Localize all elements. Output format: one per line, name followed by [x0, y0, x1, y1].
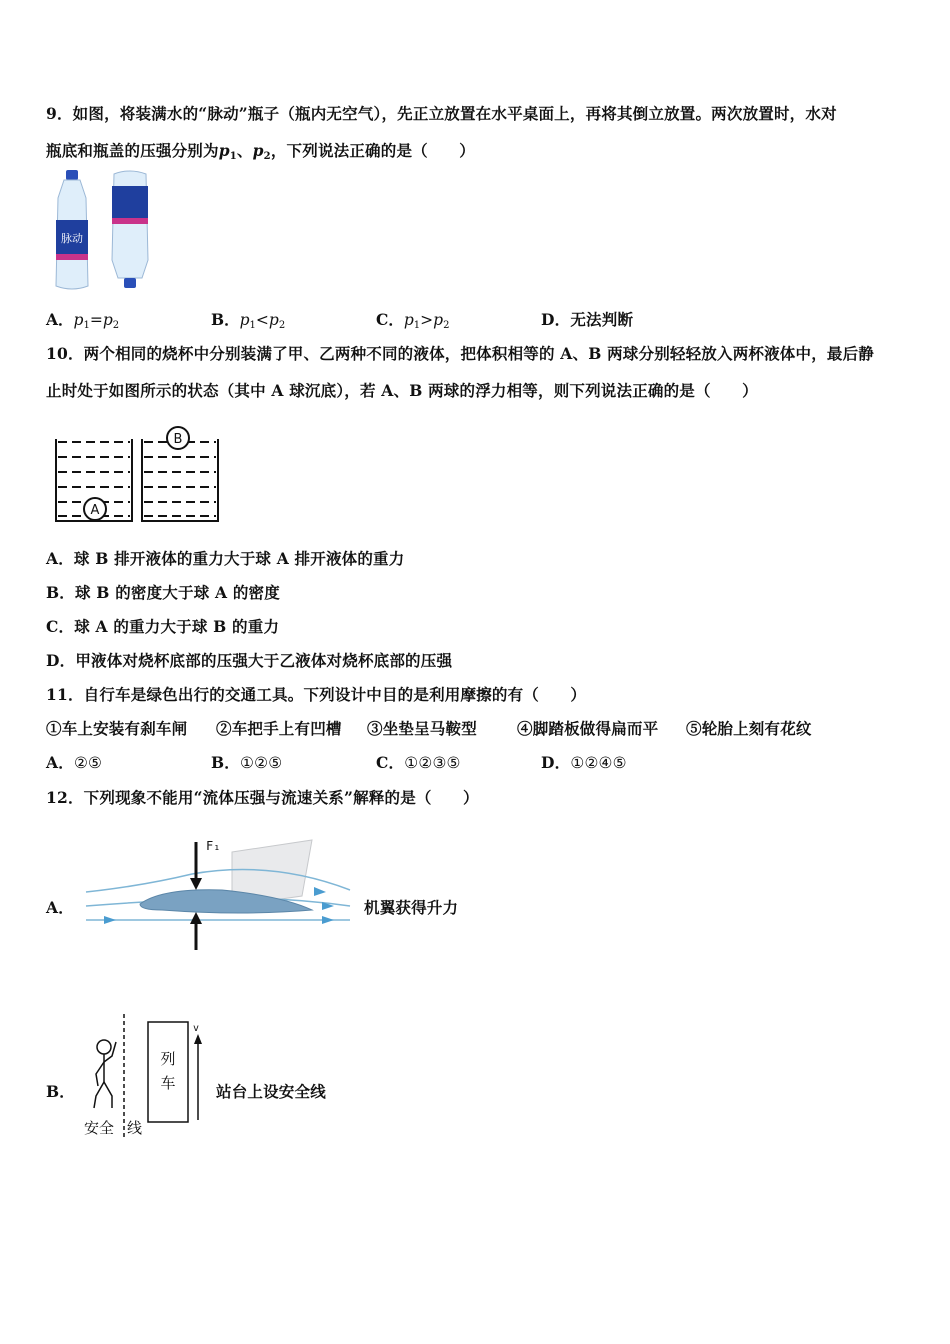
platform-figure — [80, 1012, 210, 1142]
q10-stem-line1: 10．两个相同的烧杯中分别装满了甲、乙两种不同的液体，把体积相等的 A、B 两球分别轻轻放入两杯液体中，最后静 — [46, 344, 874, 363]
ball-b — [167, 427, 189, 449]
q10-stem-line2: 止时处于如图所示的状态（其中 A 球沉底），若 A、B 两球的浮力相等，则下列说法正确的是（ ） — [46, 381, 758, 400]
bottle-upright — [56, 170, 88, 289]
q11-option-c: C．①②③⑤ — [376, 753, 461, 772]
wing-figure — [82, 834, 354, 954]
q9-stem-line2: 瓶底和瓶盖的压强分别为$p_1$、$p_2$，下列说法正确的是（ ） — [46, 141, 475, 162]
q11-item-4: ④脚踏板做得扁而平 — [517, 719, 659, 738]
train-box — [148, 1022, 188, 1122]
q9-stem-line2-text: 瓶底和瓶盖的压强分别为 — [46, 141, 219, 160]
q9-option-b: B．$p_1<p_2$ — [211, 310, 286, 331]
force-f1-label: F₁ — [206, 839, 221, 853]
q10-option-b: B．球 B 的密度大于球 A 的密度 — [46, 583, 280, 602]
q11-item-2: ②车把手上有凹槽 — [216, 719, 342, 738]
q10-option-c: C．球 A 的重力大于球 B 的重力 — [46, 617, 280, 636]
velocity-label: v — [193, 1023, 200, 1034]
safety-line-label-right: 线 — [127, 1119, 143, 1137]
q10-option-d: D．甲液体对烧杯底部的压强大于乙液体对烧杯底部的压强 — [46, 651, 453, 670]
q12-stem: 12．下列现象不能用“流体压强与流速关系”解释的是（ ） — [46, 788, 479, 807]
safety-line-label-left: 安全 — [84, 1119, 115, 1137]
q9-stem-line2-tail: ，下列说法正确的是（ ） — [270, 141, 475, 160]
q9-stem-line1: 9．如图，将装满水的“脉动”瓶子（瓶内无空气），先正立放置在水平桌面上，再将其倒立放置。两次放置时，水对 — [46, 104, 837, 123]
q12-option-b-caption: 站台上设安全线 — [216, 1082, 326, 1101]
bottle-label-text: 脉动 — [61, 232, 83, 245]
q9-option-a: A．$p_1=p_2$ — [46, 310, 120, 331]
train-char-1: 列 — [160, 1050, 176, 1068]
q11-option-b: B．①②⑤ — [211, 753, 283, 772]
bottles-figure — [48, 168, 158, 292]
ball-a — [84, 498, 106, 520]
q11-item-3: ③坐垫呈马鞍型 — [367, 719, 477, 738]
train-char-2: 车 — [160, 1074, 176, 1092]
q11-option-d: D．①②④⑤ — [541, 753, 627, 772]
q11-item-5: ⑤轮胎上刻有花纹 — [686, 719, 812, 738]
q9-option-c: C．$p_1>p_2$ — [376, 310, 450, 331]
q11-item-1: ①车上安装有刹车闸 — [46, 719, 188, 738]
person-figure — [94, 1040, 116, 1108]
q12-option-b-letter: B． — [46, 1082, 76, 1101]
q12-option-a-letter: A． — [46, 898, 74, 917]
q11-option-a: A．②⑤ — [46, 753, 103, 772]
ball-b-label: B — [173, 432, 183, 447]
ball-a-label: A — [90, 503, 100, 518]
q10-option-a: A．球 B 排开液体的重力大于球 A 排开液体的重力 — [46, 549, 405, 568]
q11-stem: 11．自行车是绿色出行的交通工具。下列设计中目的是利用摩擦的有（ ） — [46, 685, 587, 704]
bottle-inverted — [112, 171, 148, 288]
beakers-figure — [54, 425, 224, 525]
q9-option-d: D．无法判断 — [541, 310, 634, 329]
q12-option-a-caption: 机翼获得升力 — [364, 898, 459, 917]
